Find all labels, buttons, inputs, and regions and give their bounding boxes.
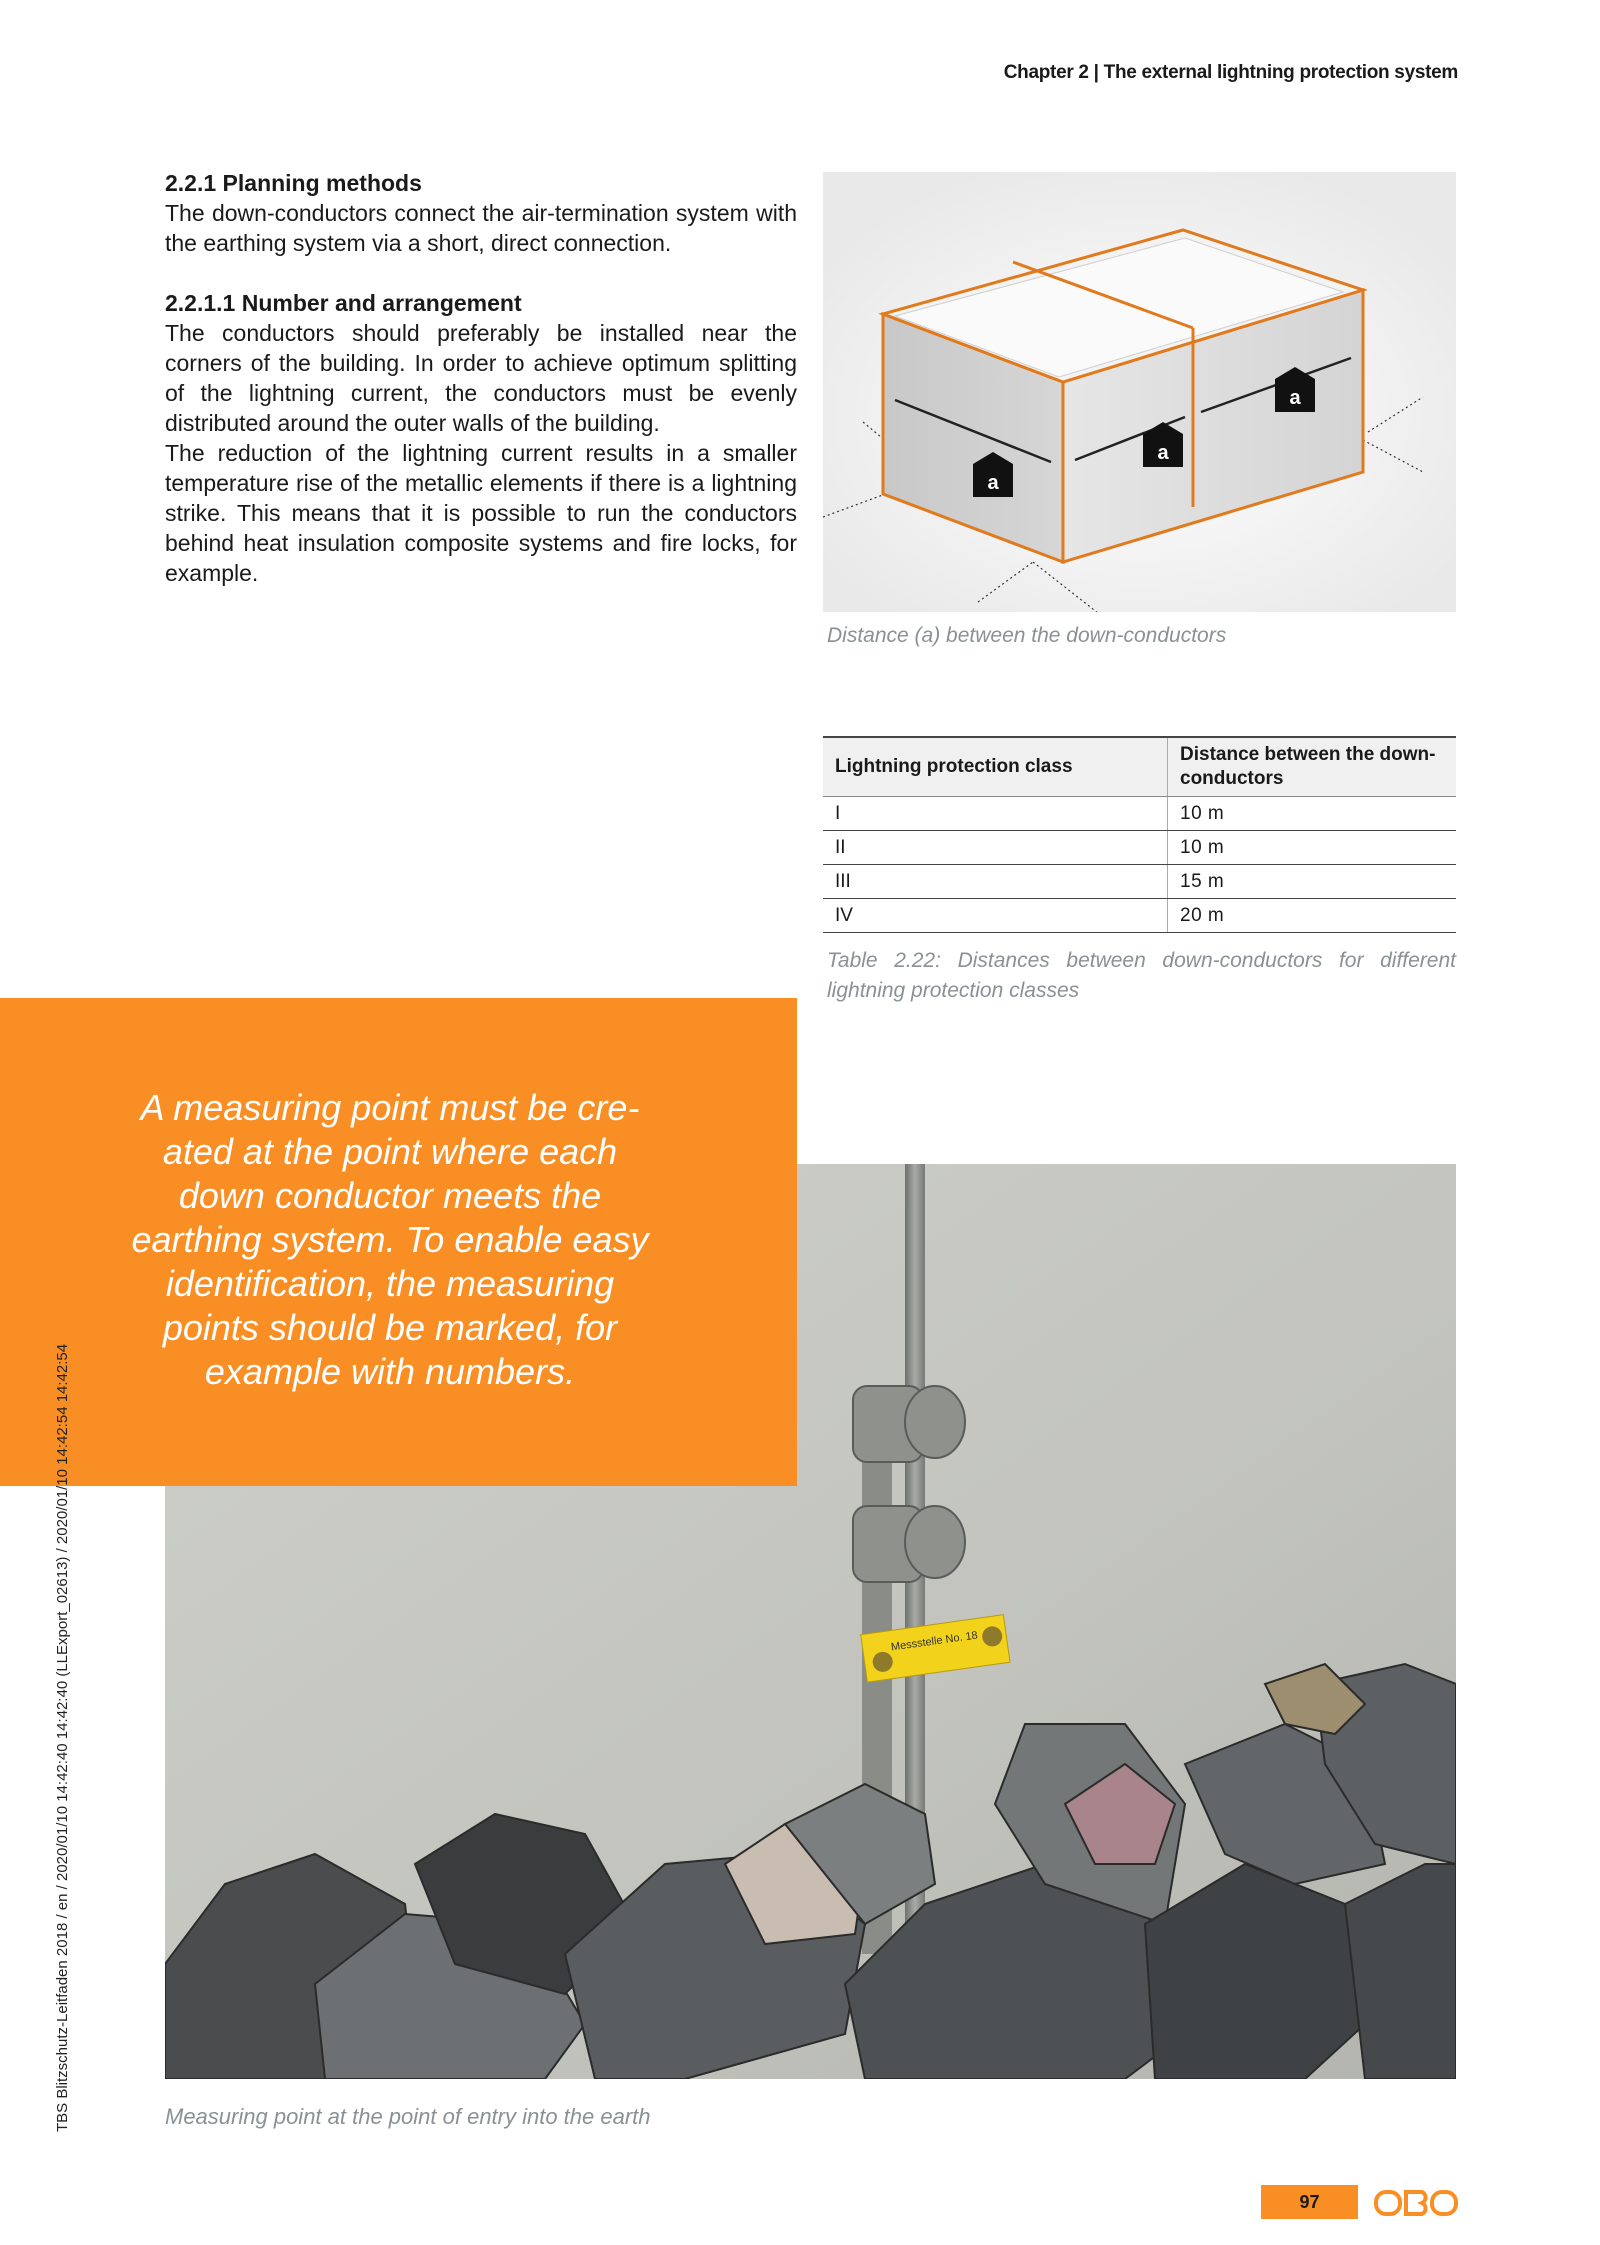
- column-header: Distance between the down-conductors: [1168, 737, 1457, 797]
- document-metadata: TBS Blitzschutz-Leitfaden 2018 / en / 2020/01/10 14:42:40 14:42:40 (LLExport_02613) / 2020/01/10 14:42:54 14:42:54: [54, 1343, 71, 2132]
- table-row: [823, 865, 1456, 899]
- class-cell: IV: [823, 899, 1168, 933]
- obo-logo: [1373, 2183, 1459, 2223]
- marker-a: a: [987, 472, 999, 494]
- paragraph: The down-conductors connect the air-termination system with the earthing system via a short, direct connection.: [165, 200, 797, 256]
- marker-a: a: [1157, 442, 1169, 464]
- distance-cell: 20 m: [1168, 899, 1457, 933]
- distance-table: [823, 736, 1456, 933]
- column-header: Lightning protection class: [823, 737, 1168, 797]
- class-cell: I: [823, 797, 1168, 831]
- class-cell: III: [823, 865, 1168, 899]
- distance-cell: 10 m: [1168, 831, 1457, 865]
- page-number: 97: [1261, 2185, 1358, 2219]
- paragraph: The conductors should preferably be installed near the corners of the building. In order to achieve optimum splitting of the lightning current, the conductors must be evenly distributed around the outer walls of the building.: [165, 320, 797, 436]
- marker-a: a: [1289, 387, 1301, 409]
- label-text: Messstelle No. 18: [890, 1629, 979, 1654]
- subsection-heading: 2.2.1.1 Number and arrangement: [165, 290, 522, 316]
- body-text: [165, 168, 797, 588]
- quote-text: A measuring point must be created at the point where each down conductor meets the earthing system. To enable easy identification, the measuring points should be marked, for example with numbers.: [131, 1087, 649, 1392]
- class-cell: II: [823, 831, 1168, 865]
- distance-cell: 10 m: [1168, 797, 1457, 831]
- chapter-header: Chapter 2 | The external lightning protection system: [1003, 62, 1458, 83]
- section-heading: 2.2.1 Planning methods: [165, 170, 422, 196]
- table-row: [823, 899, 1456, 933]
- table-caption: Table 2.22: Distances between down-conductors for different lightning protection classes: [827, 949, 1456, 1002]
- distance-cell: 15 m: [1168, 865, 1457, 899]
- paragraph: The reduction of the lightning current results in a smaller temperature rise of the metallic elements if there is a lightning strike. This means that it is possible to run the conductors behind heat insulation composite systems and fire locks, for example.: [165, 440, 797, 586]
- building-diagram: [823, 172, 1456, 612]
- table-row: [823, 831, 1456, 865]
- photo-caption: Measuring point at the point of entry into the earth: [165, 2104, 651, 2129]
- table-row: [823, 797, 1456, 831]
- figure-caption: Distance (a) between the down-conductors: [827, 624, 1227, 647]
